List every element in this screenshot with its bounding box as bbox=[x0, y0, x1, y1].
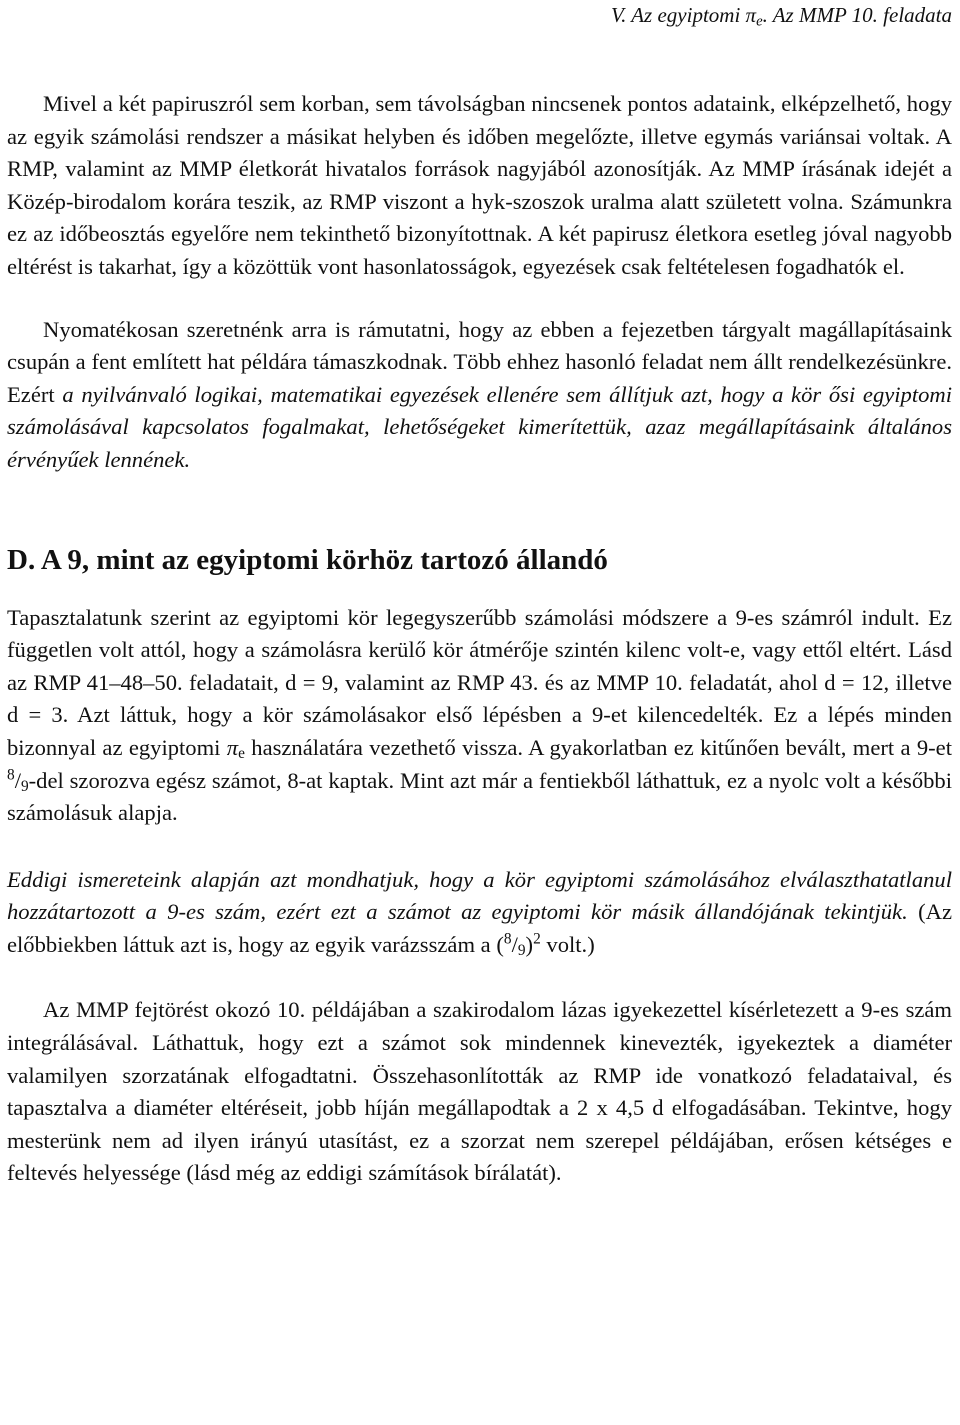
paragraph-4-text-b: ) bbox=[525, 931, 534, 957]
paragraph-5-text: Az MMP fejtörést okozó 10. példájában a szakirodalom lázas igyekezettel kísérletezett a 9-es szám integrálásával. Láthattuk, hogy ezt a számot sok mindennek kinevezték, igyekeztek a diaméter valamilyen szorzatának elfogadtatni. Összehasonlították az RMP ide vonatkozó feladataival, és tapasztalva a diaméter eltéréseit, jobb híján megállapodtak a 2 x 4,5 d elfogadásában. Tekintve, hogy mesterünk nem ad ilyen irányú utasítást, ez a szorzat nem szerepel példájában, erősen kétséges e feltevés helyessége (lásd még az eddigi számítások bírálatát). bbox=[7, 997, 952, 1186]
paragraph-4-text-c: volt.) bbox=[540, 931, 595, 957]
paragraph-2-emphasis: a nyilvánvaló logikai, matematikai egyezések ellenére sem állítjuk azt, hogy a kör ősi egyiptomi számolásával kapcsolatos fogalmakat, lehetőségeket kimerítettük, azaz megállapításaink általános érvényűek lennének. bbox=[7, 381, 953, 472]
paragraph-3-text-c: -del szorozva egész számot, 8-at kaptak. Mint azt már a fentiekből láthattuk, ez a nyolc volt a későbbi számolásuk alapja. bbox=[7, 767, 952, 826]
paragraph-4-text-a: (Az előbbiekben láttuk azt is, hogy az egyik varázsszám a ( bbox=[7, 899, 952, 957]
paragraph-3-text-a: Tapasztalatunk szerint az egyiptomi kör legegyszerűbb számolási módszere a 9-es számról indult. Ez független volt attól, hogy a számolásra kerülő kör átmérője szintén kilenc volt-e, vagy ettől eltért. Lásd az RMP 41–48–50. feladatait, d = 9, valamint az RMP 43. és az MMP 10. feladatát, ahol d = 12, illetve d = 3. Azt láttuk, hogy a kör számolásakor első lépésben a 9-et kilencedelték. Ez a lépés minden bizonnyal az egyiptomi bbox=[7, 604, 952, 760]
paragraph-3 bbox=[7, 602, 952, 830]
paragraph-1-text: Mivel a két papiruszról sem korban, sem távolságban nincsenek pontos adataink, elképzelhető, hogy az egyik számolási rendszer a másikat helyben és időben megelőzte, illetve egymás variánsai voltak. A RMP, valamint az MMP életkorát hivatalos források nagyjából azonosítják. Az MMP írásának idejét a Közép-birodalom korára teszik, az RMP viszont a hyk-szoszok uralma alatt született volna. Számunkra ez az időbeosztás egyelőre nem tekinthető bizonyítottnak. A két papirusz életkora esetleg jóval nagyobb eltérést is takarhat, így a közöttük vont hasonlatosságok, egyezések csak feltételesen fogadhatók el. bbox=[7, 91, 952, 279]
fraction-denominator: 9 bbox=[517, 941, 526, 959]
paragraph-4 bbox=[7, 864, 952, 962]
fraction-slash: / bbox=[511, 931, 518, 957]
running-header bbox=[611, 0, 952, 37]
section-heading: D. A 9, mint az egyiptomi körhöz tartozó állandó bbox=[7, 543, 608, 576]
paragraph-5 bbox=[7, 994, 952, 1190]
fraction-slash: / bbox=[14, 767, 21, 793]
document-body bbox=[7, 88, 952, 1190]
fraction-numerator: 8 bbox=[503, 930, 512, 948]
paragraph-4-emphasis: Eddigi ismereteink alapján azt mondhatjuk, hogy a kör egyiptomi számolásához elválaszthatatlanul hozzátartozott a 9-es szám, ezért ezt a számot az egyiptomi kör másik állandójának tekintjük. bbox=[7, 866, 952, 925]
header-text: V. Az egyiptomi bbox=[610, 3, 746, 27]
fraction-denominator: 9 bbox=[20, 777, 29, 795]
exponent: 2 bbox=[533, 930, 541, 948]
pi-symbol: π bbox=[226, 734, 239, 760]
paragraph-2 bbox=[7, 314, 952, 477]
paragraph-1 bbox=[7, 88, 952, 284]
pi-symbol: π bbox=[745, 3, 757, 27]
header-text-2: . Az MMP 10. feladata bbox=[762, 3, 952, 27]
fraction-numerator: 8 bbox=[7, 766, 15, 784]
paragraph-2-text: Nyomatékosan szeretnénk arra is rámutatni, hogy az ebben a fejezetben tárgyalt magállapításaink csupán a fent említett hat példára támaszkodnak. Több ehhez hasonló feladat nem állt rendelkezésünkre. Ezért bbox=[7, 316, 952, 407]
paragraph-3-text-b: használatára vezethető vissza. A gyakorlatban ez kitűnően bevált, mert a 9-et bbox=[244, 734, 952, 760]
pi-subscript: e bbox=[756, 13, 763, 30]
pi-subscript: e bbox=[238, 744, 245, 762]
